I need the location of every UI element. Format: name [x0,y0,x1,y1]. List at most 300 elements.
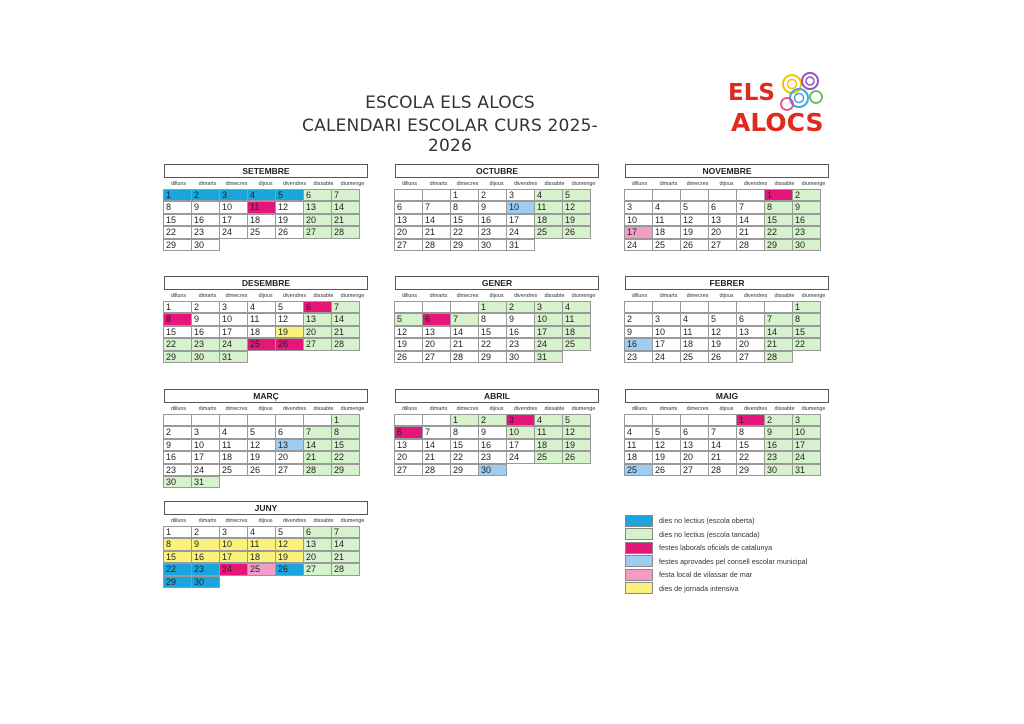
day-cell: 3 [191,426,220,438]
day-cell: 12 [562,426,591,438]
day-cell: 18 [652,226,681,238]
weekday-label: dimarts [659,293,678,299]
weekday-label: dimecres [456,406,479,412]
day-cell: 4 [247,526,276,538]
day-cell: 31 [792,464,821,476]
spiral-icon [776,72,828,116]
day-cell: 9 [191,538,220,550]
day-cell: 20 [303,551,332,563]
day-cell: 20 [422,338,451,350]
empty-cell [534,239,563,251]
weekday-label: dissabte [544,293,565,299]
day-cell: 24 [219,563,248,575]
day-cell: 10 [534,313,563,325]
day-cell: 21 [450,338,479,350]
day-cell: 11 [624,439,653,451]
day-cell: 8 [792,313,821,325]
weekday-label: dimecres [225,181,248,187]
weekday-label: dimarts [198,181,217,187]
empty-cell [303,239,332,251]
empty-cell [247,476,276,488]
empty-cell [331,351,360,363]
day-cell: 29 [331,464,360,476]
day-cell: 28 [422,464,451,476]
day-cell: 15 [792,326,821,338]
empty-cell [163,414,192,426]
page-subtitle: CALENDARI ESCOLAR CURS 2025-2026 [302,116,598,156]
day-cell: 12 [275,538,304,550]
day-cell: 7 [708,426,737,438]
day-cell: 17 [624,226,653,238]
day-cell: 27 [680,464,709,476]
day-cell: 2 [506,301,535,313]
legend-swatch [625,515,653,527]
legend-item [625,582,807,595]
day-cell: 18 [247,551,276,563]
day-cell: 4 [534,189,563,201]
day-cell: 16 [764,439,793,451]
day-cell: 29 [478,351,507,363]
day-cell: 13 [736,326,765,338]
day-cell: 13 [708,214,737,226]
day-cell: 7 [331,301,360,313]
day-cell: 5 [275,301,304,313]
weekday-label: dijous [258,293,273,299]
day-cell: 23 [506,338,535,350]
day-cell: 1 [450,414,479,426]
day-cell: 12 [275,313,304,325]
day-cell: 24 [219,338,248,350]
day-cell: 6 [394,426,423,438]
day-cell: 14 [764,326,793,338]
day-cell: 6 [394,201,423,213]
weekday-label: diumenge [801,406,826,412]
day-cell: 20 [680,451,709,463]
week-row [625,465,829,477]
day-cell: 17 [191,451,220,463]
day-cell: 14 [450,326,479,338]
month-name: MARÇ [164,389,368,403]
day-cell: 28 [736,239,765,251]
day-cell: 6 [303,301,332,313]
day-cell: 25 [680,351,709,363]
day-cell: 26 [394,351,423,363]
day-cell: 7 [764,313,793,325]
day-cell: 5 [247,426,276,438]
day-cell: 10 [191,439,220,451]
day-cell: 28 [331,563,360,575]
day-cell: 16 [478,439,507,451]
day-cell: 26 [562,226,591,238]
weekday-label: dissabte [774,406,795,412]
day-cell: 9 [191,313,220,325]
day-cell: 15 [764,214,793,226]
day-cell: 22 [478,338,507,350]
month-calendar [164,164,368,252]
day-cell: 30 [163,476,192,488]
day-cell: 29 [450,464,479,476]
week-row [395,465,599,477]
weekday-label: dijous [489,406,504,412]
day-cell: 3 [624,201,653,213]
day-cell: 3 [506,414,535,426]
day-cell: 14 [422,439,451,451]
logo-word-alocs: ALOCS [731,108,824,137]
day-cell: 14 [331,201,360,213]
weekday-label: dijous [489,293,504,299]
empty-cell [764,301,793,313]
day-cell: 19 [562,439,591,451]
day-cell: 7 [422,426,451,438]
weekday-label: dimarts [198,406,217,412]
weekday-label: dissabte [313,406,334,412]
weekday-label: dimecres [456,293,479,299]
weekday-label: dijous [489,181,504,187]
day-cell: 10 [219,538,248,550]
legend-label: dies no lectius (escola tancada) [659,529,760,539]
day-cell: 19 [652,451,681,463]
empty-cell [736,301,765,313]
day-cell: 19 [247,451,276,463]
weekday-label: dilluns [170,406,187,412]
day-cell: 24 [624,239,653,251]
day-cell: 9 [478,426,507,438]
day-cell: 4 [624,426,653,438]
day-cell: 4 [219,426,248,438]
day-cell: 18 [534,439,563,451]
day-cell: 11 [247,313,276,325]
day-cell: 6 [736,313,765,325]
day-cell: 12 [394,326,423,338]
weekday-label: dimecres [225,293,248,299]
day-cell: 17 [219,551,248,563]
day-cell: 9 [624,326,653,338]
legend-item [625,541,807,554]
week-row [395,240,599,252]
weekday-label: diumenge [571,181,596,187]
weekday-label: diumenge [571,293,596,299]
day-cell: 26 [562,451,591,463]
day-cell: 23 [478,451,507,463]
weekday-label: dissabte [544,181,565,187]
empty-cell [708,414,737,426]
week-row [625,240,829,252]
day-cell: 7 [303,426,332,438]
day-cell: 3 [219,526,248,538]
legend-item [625,555,807,568]
day-cell: 9 [792,201,821,213]
day-cell: 16 [624,338,653,350]
day-cell: 3 [534,301,563,313]
day-cell: 23 [764,451,793,463]
day-cell: 27 [275,464,304,476]
day-cell: 5 [562,189,591,201]
day-cell: 1 [736,414,765,426]
day-cell: 21 [303,451,332,463]
legend [625,514,807,595]
day-cell: 9 [191,201,220,213]
day-cell: 12 [562,201,591,213]
weekday-label: diumenge [340,518,365,524]
day-cell: 5 [708,313,737,325]
day-cell: 30 [792,239,821,251]
weekday-label: divendres [282,293,307,299]
day-cell: 31 [506,239,535,251]
day-cell: 23 [624,351,653,363]
day-cell: 26 [275,563,304,575]
weekday-label: dissabte [774,293,795,299]
weekday-label: divendres [513,293,538,299]
day-cell: 26 [680,239,709,251]
weekday-label: dilluns [631,181,648,187]
day-cell: 10 [219,201,248,213]
day-cell: 4 [534,414,563,426]
day-cell: 15 [450,214,479,226]
weekday-label: dissabte [313,293,334,299]
day-cell: 8 [478,313,507,325]
day-cell: 27 [736,351,765,363]
day-cell: 13 [680,439,709,451]
empty-cell [275,476,304,488]
day-cell: 22 [450,226,479,238]
school-logo [728,72,838,138]
day-cell: 9 [478,201,507,213]
day-cell: 15 [163,326,192,338]
day-cell: 22 [450,451,479,463]
legend-swatch [625,569,653,581]
day-cell: 26 [275,226,304,238]
logo-word-els: ELS [728,80,775,106]
weekday-label: dimecres [456,181,479,187]
day-cell: 23 [163,464,192,476]
day-cell: 12 [680,214,709,226]
empty-cell [247,576,276,588]
month-calendar [625,164,829,252]
empty-cell [275,239,304,251]
weekday-label: dijous [719,406,734,412]
day-cell: 13 [303,201,332,213]
empty-cell [219,576,248,588]
day-cell: 14 [736,214,765,226]
day-cell: 28 [450,351,479,363]
day-cell: 1 [478,301,507,313]
empty-cell [652,414,681,426]
day-cell: 12 [247,439,276,451]
day-cell: 18 [562,326,591,338]
empty-cell [680,301,709,313]
weekday-label: dilluns [401,406,418,412]
day-cell: 13 [303,313,332,325]
day-cell: 16 [191,326,220,338]
weekday-label: diumenge [571,406,596,412]
weekday-label: dilluns [170,181,187,187]
day-cell: 14 [331,313,360,325]
day-cell: 1 [792,301,821,313]
day-cell: 27 [394,464,423,476]
day-cell: 14 [331,538,360,550]
day-cell: 15 [736,439,765,451]
day-cell: 18 [680,338,709,350]
day-cell: 22 [792,338,821,350]
day-cell: 20 [736,338,765,350]
day-cell: 26 [275,338,304,350]
weekday-label: dilluns [631,406,648,412]
weekday-label: dilluns [401,293,418,299]
empty-cell [624,189,653,201]
day-cell: 8 [736,426,765,438]
day-cell: 11 [534,201,563,213]
day-cell: 31 [534,351,563,363]
month-name: NOVEMBRE [625,164,829,178]
day-cell: 2 [478,414,507,426]
day-cell: 20 [303,214,332,226]
day-cell: 23 [792,226,821,238]
empty-cell [219,414,248,426]
day-cell: 19 [680,226,709,238]
weekday-label: divendres [743,406,768,412]
day-cell: 27 [303,563,332,575]
day-cell: 1 [163,189,192,201]
day-cell: 19 [275,326,304,338]
weekday-label: diumenge [801,181,826,187]
empty-cell [219,476,248,488]
day-cell: 1 [163,526,192,538]
weekday-label: divendres [513,181,538,187]
month-calendar [395,164,599,252]
empty-cell [247,351,276,363]
week-row [395,352,599,364]
day-cell: 16 [163,451,192,463]
day-cell: 25 [624,464,653,476]
month-calendar [164,389,368,489]
day-cell: 1 [764,189,793,201]
day-cell: 10 [219,313,248,325]
day-cell: 2 [624,313,653,325]
legend-label: festes aprovades pel consell escolar municipal [659,556,808,566]
weekday-label: dimecres [225,406,248,412]
weekday-label: divendres [282,181,307,187]
legend-label: festa local de vilassar de mar [659,570,753,579]
day-cell: 4 [247,189,276,201]
empty-cell [247,239,276,251]
weekday-label: divendres [282,518,307,524]
day-cell: 19 [394,338,423,350]
empty-cell [680,414,709,426]
day-cell: 21 [422,451,451,463]
legend-label: dies de jornada intensiva [659,583,739,593]
day-cell: 18 [247,326,276,338]
day-cell: 26 [708,351,737,363]
month-calendar [395,389,599,477]
day-cell: 21 [331,326,360,338]
week-row [164,577,368,589]
weekday-label: divendres [743,293,768,299]
day-cell: 21 [331,551,360,563]
day-cell: 6 [303,526,332,538]
day-cell: 10 [652,326,681,338]
day-cell: 11 [534,426,563,438]
day-cell: 6 [303,189,332,201]
day-cell: 11 [652,214,681,226]
day-cell: 29 [163,239,192,251]
day-cell: 17 [219,326,248,338]
day-cell: 25 [534,451,563,463]
day-cell: 17 [219,214,248,226]
empty-cell [562,239,591,251]
day-cell: 6 [680,426,709,438]
legend-swatch [625,582,653,594]
day-cell: 18 [624,451,653,463]
empty-cell [708,301,737,313]
day-cell: 15 [450,439,479,451]
week-row [164,352,368,364]
day-cell: 2 [478,189,507,201]
month-name: ABRIL [395,389,599,403]
day-cell: 17 [652,338,681,350]
weekday-label: divendres [282,406,307,412]
weekday-label: dissabte [313,181,334,187]
day-cell: 25 [534,226,563,238]
day-cell: 3 [506,189,535,201]
empty-cell [394,414,423,426]
weekday-label: divendres [743,181,768,187]
legend-item [625,568,807,581]
day-cell: 8 [163,538,192,550]
day-cell: 1 [163,301,192,313]
day-cell: 24 [191,464,220,476]
weekday-label: dissabte [774,181,795,187]
day-cell: 19 [562,214,591,226]
day-cell: 29 [736,464,765,476]
day-cell: 15 [163,214,192,226]
day-cell: 3 [219,189,248,201]
day-cell: 30 [191,239,220,251]
day-cell: 14 [303,439,332,451]
page-title: ESCOLA ELS ALOCS [365,93,535,113]
day-cell: 28 [764,351,793,363]
week-row [164,477,368,489]
day-cell: 22 [764,226,793,238]
month-name: JUNY [164,501,368,515]
day-cell: 18 [247,214,276,226]
month-calendar [395,276,599,364]
day-cell: 12 [708,326,737,338]
empty-cell [562,464,591,476]
day-cell: 28 [708,464,737,476]
month-name: DESEMBRE [164,276,368,290]
legend-item [625,528,807,541]
day-cell: 30 [478,464,507,476]
empty-cell [331,239,360,251]
day-cell: 11 [219,439,248,451]
weekday-label: dijous [719,293,734,299]
day-cell: 25 [247,338,276,350]
day-cell: 4 [562,301,591,313]
day-cell: 16 [506,326,535,338]
day-cell: 13 [303,538,332,550]
day-cell: 4 [680,313,709,325]
day-cell: 23 [191,226,220,238]
empty-cell [219,239,248,251]
weekday-label: dilluns [170,518,187,524]
day-cell: 22 [163,338,192,350]
weekday-label: dimarts [659,406,678,412]
day-cell: 22 [331,451,360,463]
empty-cell [303,476,332,488]
day-cell: 14 [708,439,737,451]
day-cell: 20 [303,326,332,338]
day-cell: 17 [792,439,821,451]
